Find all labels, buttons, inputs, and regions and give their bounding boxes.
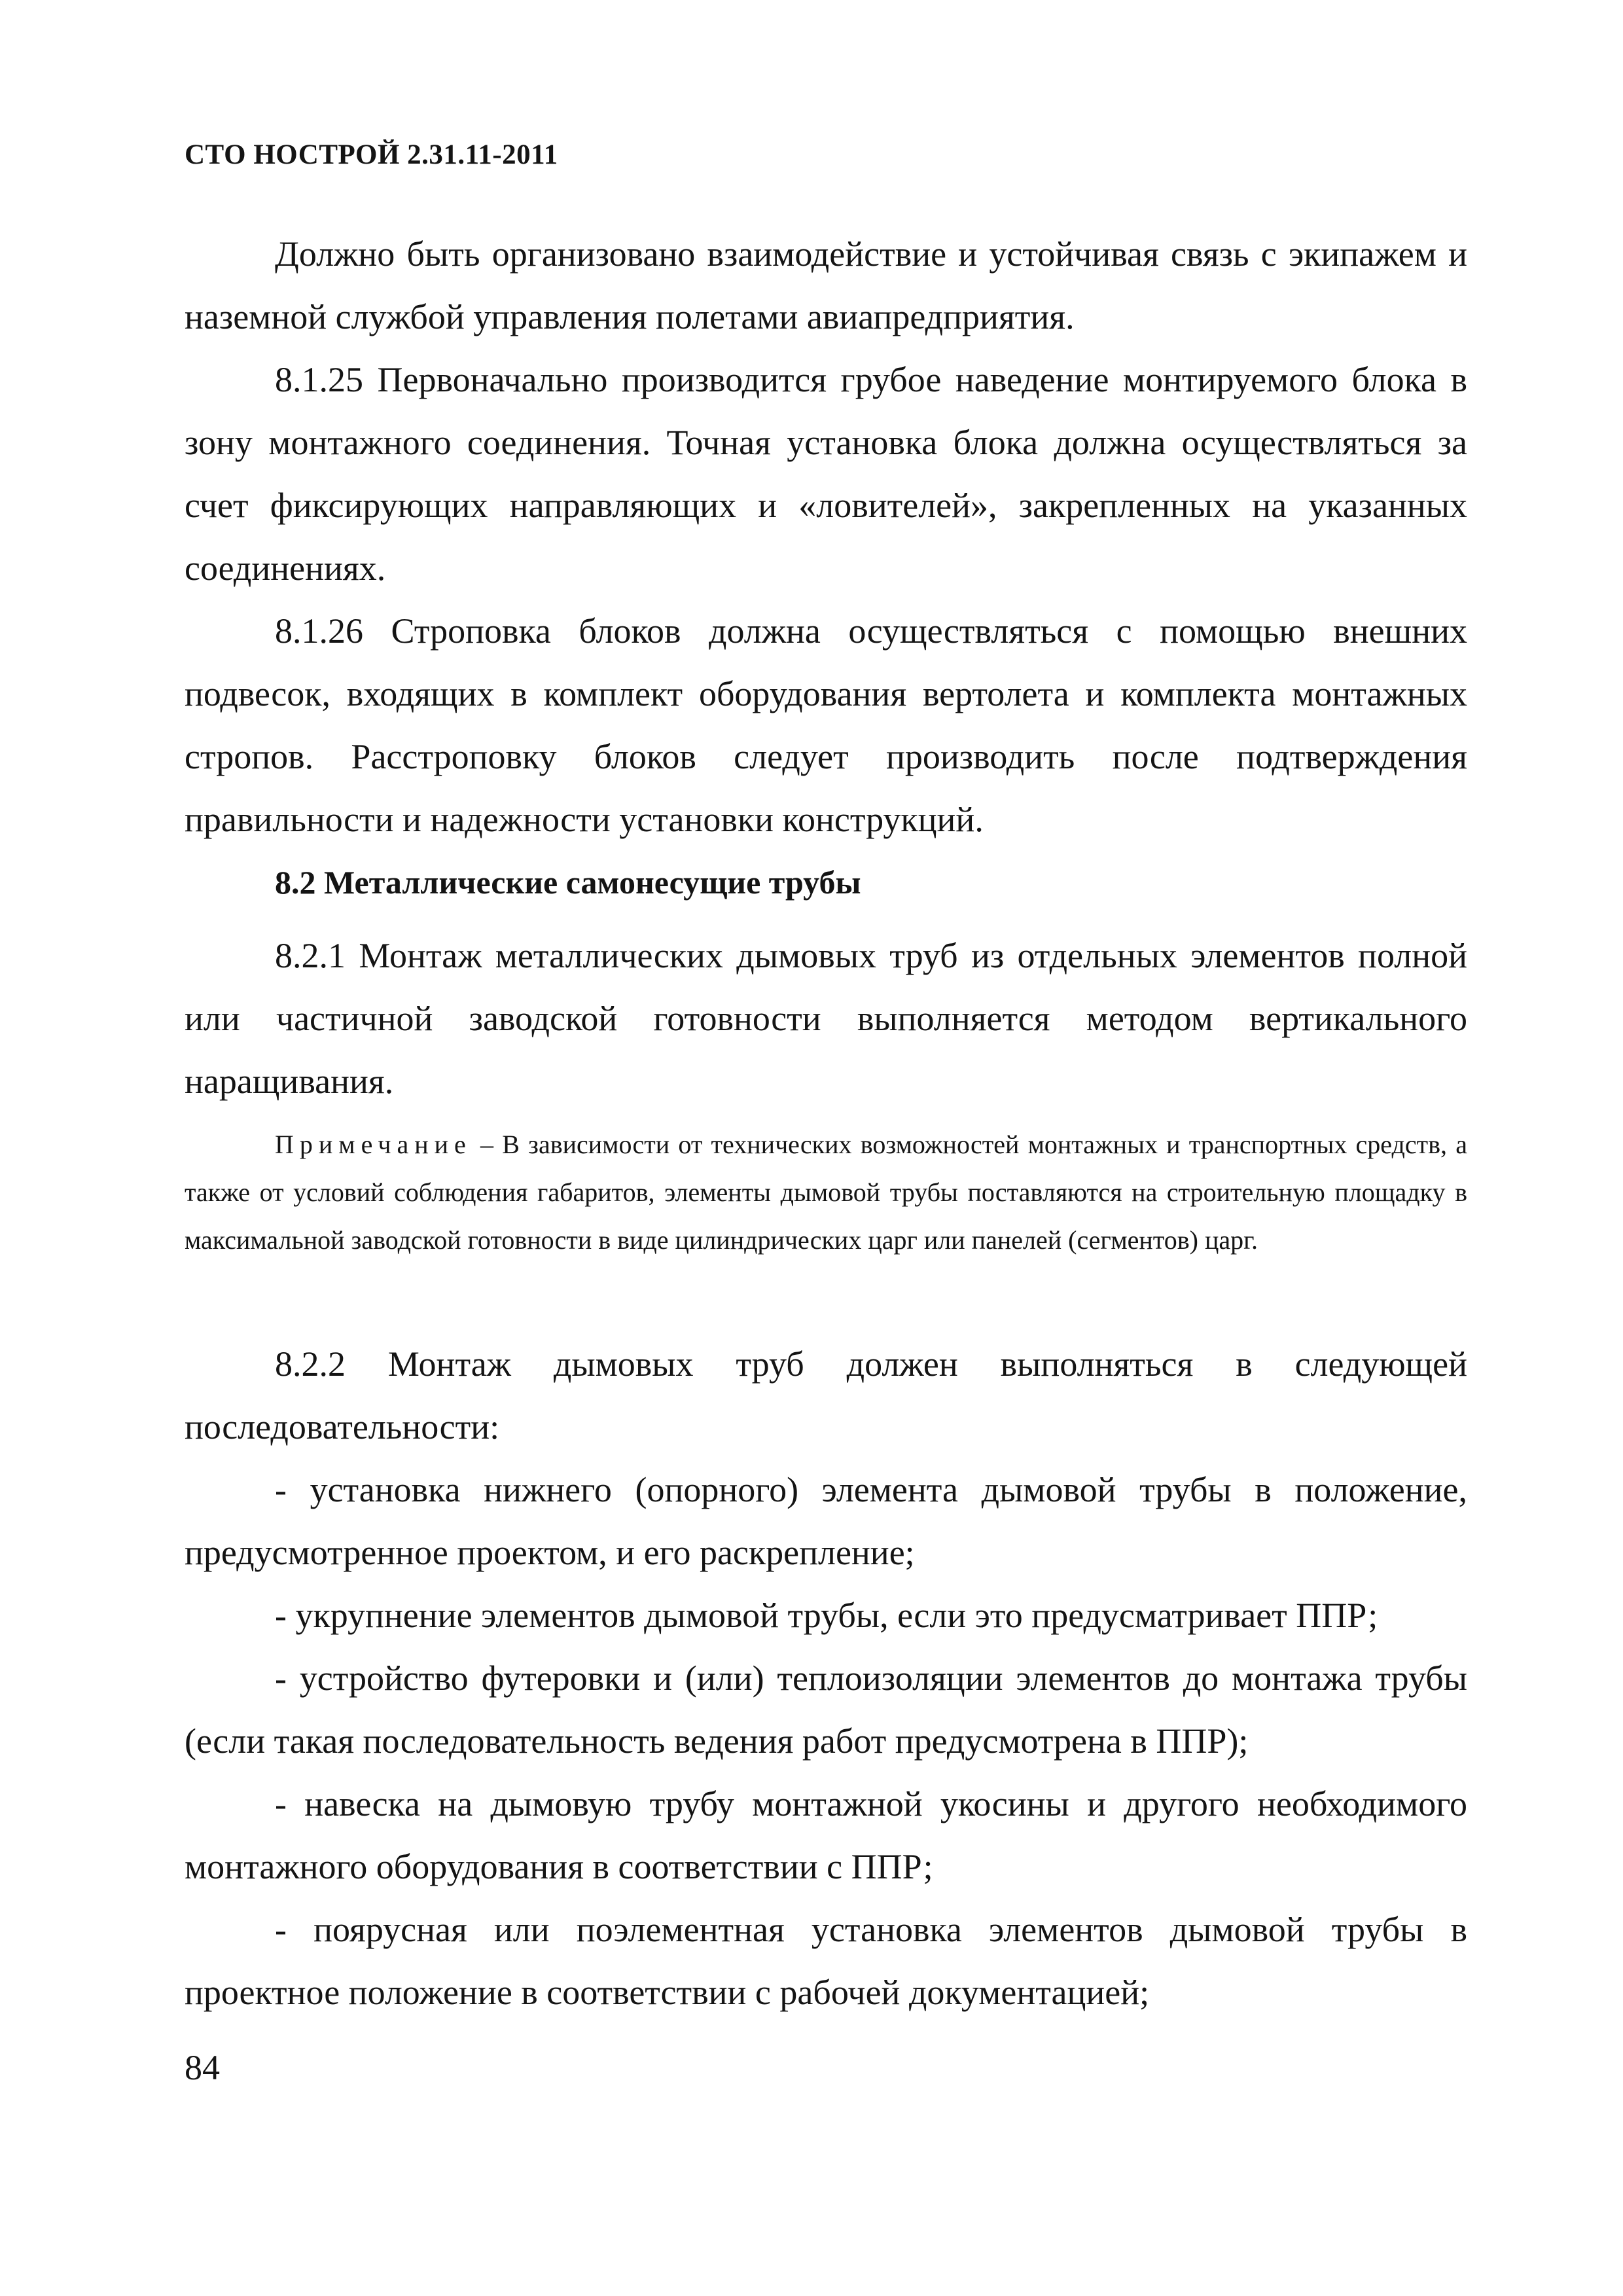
paragraph-p5-block xyxy=(185,1333,1467,1458)
note-text: – В зависимости от технических возможностей монтажных и транспортных средств, а также от условий соблюдения габаритов, элементы дымовой трубы поставляются на строительную площадку в максимальной заводской готовности в виде цилиндрических царг или панелей (сегментов) царг. xyxy=(185,1130,1467,1255)
note-paragraph xyxy=(185,1121,1467,1264)
list-block-2 xyxy=(185,1584,1467,1647)
paragraph-8-1-26: 8.1.26 Строповка блоков должна осуществляться с помощью внешних подвесок, входящих в комплект оборудования вертолета и комплекта монтажных стропов. Расстроповку блоков следует производить после подтверждения правильности и надежности установки конструкций. xyxy=(185,611,1467,839)
list-block-1 xyxy=(185,1458,1467,1584)
paragraph-p3-block xyxy=(185,600,1467,851)
list-item: - навеска на дымовую трубу монтажной укосины и другого необходимого монтажного оборудования в соответствии с ППР; xyxy=(185,1784,1467,1886)
paragraph-8-1-25: 8.1.25 Первоначально производится грубое наведение монтируемого блока в зону монтажного соединения. Точная установка блока должна осуществляться за счет фиксирующих направляющих и «ловителей», закрепленных на указанных соединениях. xyxy=(185,360,1467,588)
list-item: - установка нижнего (опорного) элемента дымовой трубы в положение, предусмотренное проектом, и его раскрепление; xyxy=(185,1470,1467,1572)
list-item: - укрупнение элементов дымовой трубы, если это предусматривает ППР; xyxy=(275,1596,1378,1635)
paragraph-p2-block xyxy=(185,348,1467,600)
list-item: - устройство футеровки и (или) теплоизоляции элементов до монтажа трубы (если такая последовательность ведения работ предусмотрена в ППР); xyxy=(185,1659,1467,1761)
list-block-5 xyxy=(185,1898,1467,2024)
section-heading-block xyxy=(185,851,1467,914)
document-header: СТО НОСТРОЙ 2.31.11-2011 xyxy=(185,139,558,170)
list-block-3 xyxy=(185,1647,1467,1772)
list-block-4 xyxy=(185,1772,1467,1898)
paragraph-p4-block xyxy=(185,924,1467,1113)
paragraph-p1-block xyxy=(185,223,1467,348)
section-heading-8-2: 8.2 Металлические самонесущие трубы xyxy=(275,864,861,901)
page-number: 84 xyxy=(185,2048,220,2087)
paragraph-8-2-2: 8.2.2 Монтаж дымовых труб должен выполняться в следующей последовательности: xyxy=(185,1344,1467,1446)
list-item: - поярусная или поэлементная установка элементов дымовой трубы в проектное положение в соответствии с рабочей документацией; xyxy=(185,1910,1467,2012)
note-label: Примечание xyxy=(275,1130,472,1159)
note-block xyxy=(185,1121,1467,1264)
paragraph-interaction: Должно быть организовано взаимодействие и устойчивая связь с экипажем и наземной службой управления полетами авиапредприятия. xyxy=(185,234,1467,336)
paragraph-8-2-1: 8.2.1 Монтаж металлических дымовых труб из отдельных элементов полной или частичной заводской готовности выполняется методом вертикального наращивания. xyxy=(185,936,1467,1101)
